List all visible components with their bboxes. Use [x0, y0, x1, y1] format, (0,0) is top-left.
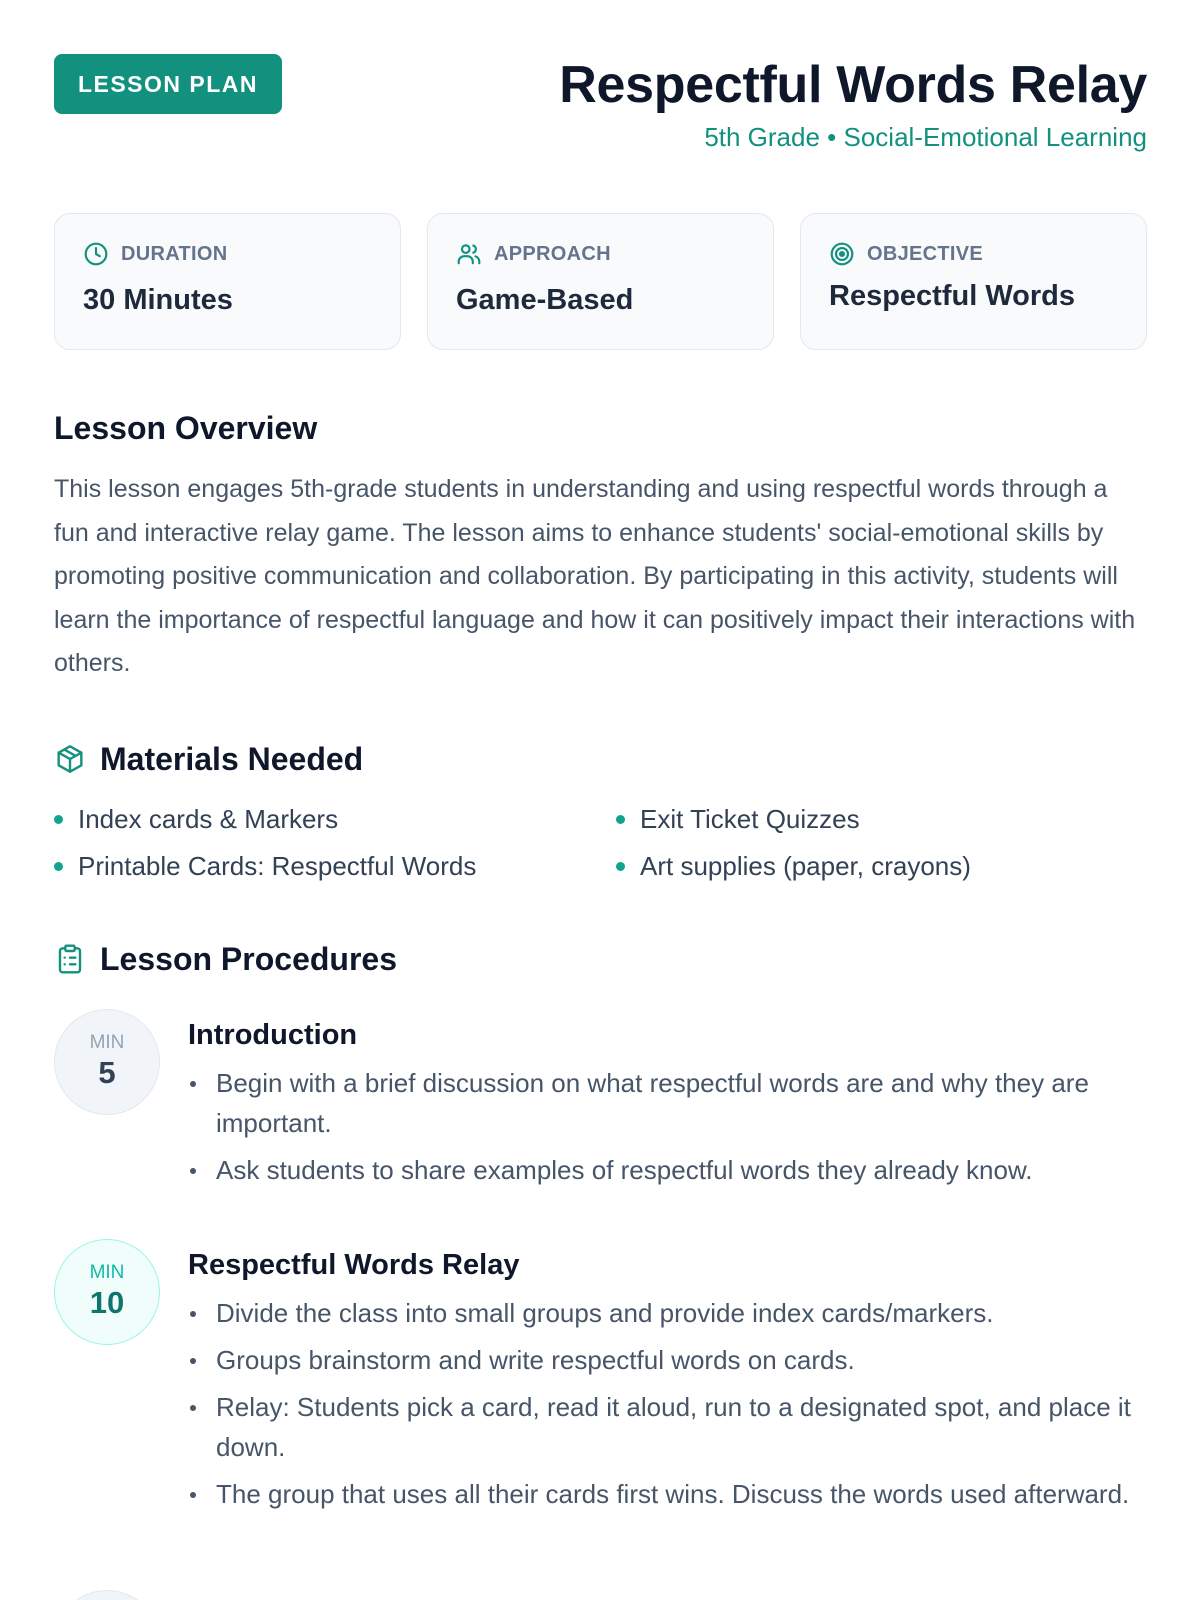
objective-label: OBJECTIVE — [867, 242, 984, 265]
minutes-circle — [54, 1239, 160, 1345]
title-block — [559, 54, 1147, 154]
procedures-title: Lesson Procedures — [100, 940, 397, 977]
material-label: Exit Ticket Quizzes — [640, 803, 860, 834]
list-item — [54, 848, 616, 885]
bullet-dot — [54, 815, 63, 824]
procedure-step — [54, 1009, 1147, 1197]
duration-card — [54, 213, 401, 350]
list-item: Ask students to share examples of respectful words they already know. — [188, 1150, 1147, 1190]
material-label: Art supplies (paper, crayons) — [640, 850, 971, 881]
duration-value: 30 Minutes — [83, 284, 233, 316]
users-icon — [456, 241, 482, 267]
procedures-heading — [54, 939, 1147, 979]
step-title: Respectful Words Relay — [188, 1248, 520, 1281]
list-item — [54, 801, 616, 838]
list-item: Begin with a brief discussion on what respectful words are and why they are important. — [188, 1063, 1147, 1143]
bullet-dot — [616, 815, 625, 824]
material-label: Printable Cards: Respectful Words — [78, 850, 477, 881]
minutes-label: MIN — [89, 1261, 125, 1283]
step-title: Introduction — [188, 1018, 358, 1051]
list-item: Relay: Students pick a card, read it aloud, run to a designated spot, and place it down. — [188, 1387, 1147, 1467]
step-body — [188, 1239, 1147, 1521]
materials-title: Materials Needed — [100, 740, 364, 777]
page-title: Respectful Words Relay — [559, 56, 1147, 114]
overview-text: This lesson engages 5th-grade students in understanding and using respectful words through a fun and interactive relay game. The lesson aims to enhance students' social-emotional skills by promoting positive communication and collaboration. By participating in this activity, students will learn the importance of respectful language and how it can positively impact their interactions with others. — [54, 475, 1136, 677]
next-step-circle-partial — [54, 1590, 160, 1600]
clock-icon — [83, 241, 109, 267]
minutes-label: MIN — [89, 1031, 125, 1053]
list-item — [616, 848, 1147, 885]
objective-label-row — [829, 240, 1118, 268]
list-item: Divide the class into small groups and provide index cards/markers. — [188, 1293, 1147, 1333]
approach-label-row — [456, 240, 745, 268]
duration-label-row — [83, 240, 372, 268]
approach-card — [427, 213, 774, 350]
duration-label: DURATION — [121, 242, 228, 265]
package-icon — [54, 743, 86, 775]
bullet-dot — [616, 862, 625, 871]
list-item: Groups brainstorm and write respectful words on cards. — [188, 1340, 1147, 1380]
approach-value: Game-Based — [456, 284, 634, 316]
materials-heading — [54, 739, 1147, 779]
objective-card — [800, 213, 1147, 350]
list-item: The group that uses all their cards first wins. Discuss the words used afterward. — [188, 1474, 1147, 1514]
page-subtitle: 5th Grade • Social-Emotional Learning — [704, 122, 1147, 152]
approach-label: APPROACH — [494, 242, 611, 265]
procedure-steps — [54, 1009, 1147, 1521]
procedure-step — [54, 1239, 1147, 1521]
minutes-value: 10 — [89, 1284, 125, 1320]
material-label: Index cards & Markers — [78, 803, 339, 834]
step-body — [188, 1009, 1147, 1197]
list-item — [616, 801, 1147, 838]
bullet-dot — [54, 862, 63, 871]
step-bullets — [188, 1063, 1147, 1190]
objective-value: Respectful Words — [829, 280, 1076, 312]
overview-heading — [54, 408, 1147, 448]
lesson-plan-badge: LESSON PLAN — [54, 54, 282, 114]
clipboard-icon — [54, 943, 86, 975]
target-icon — [829, 241, 855, 267]
overview-title: Lesson Overview — [54, 410, 318, 446]
header — [54, 54, 1147, 204]
materials-list — [54, 801, 1147, 885]
minutes-circle — [54, 1009, 160, 1115]
minutes-value: 5 — [98, 1054, 116, 1090]
info-cards — [54, 213, 1147, 350]
step-bullets — [188, 1293, 1147, 1514]
